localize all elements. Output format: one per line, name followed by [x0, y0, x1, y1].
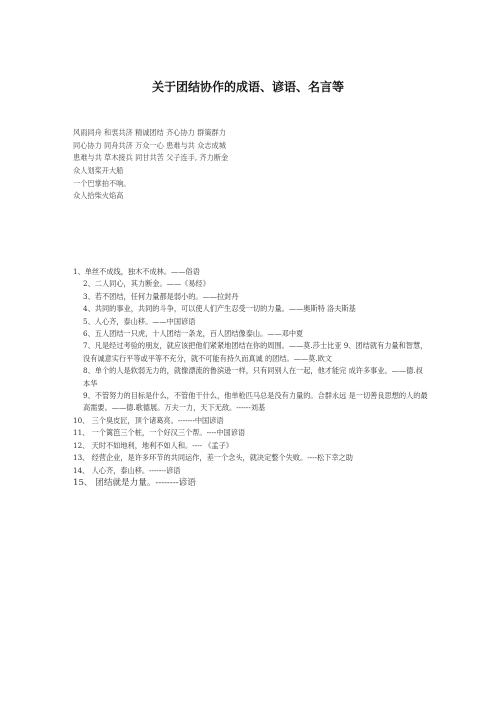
idiom-line: 患难与共 草木接兵 同甘共苦 父子连手, 齐力断金: [73, 153, 229, 163]
idiom-line: 众人拾柴火焰高: [73, 191, 124, 201]
quote-item: 7、凡是经过考验的朋友，就应该把他们紧紧地团结在你的周围。——莫.莎士比亚 9、团结就有力量和智慧，没有诚意实行平等或平等不充分，就不可能有持久而真诚 的团结。——莫.欧文: [83, 341, 428, 363]
idiom-line: 风雨同舟 和衷共济 精诚团结 齐心协力 群策群力: [73, 128, 226, 137]
quote-item: 14、 人心齐，泰山移。-------谚语: [73, 465, 181, 475]
idiom-line: 同心协力 同舟共济 万众一心 患难与共 众志成城: [73, 140, 226, 150]
quote-item: 6、五人团结一只虎，十人团结一条龙，百人团结像泰山。——邓中夏: [83, 329, 304, 339]
quote-item: 5、人心齐，泰山移。——中国谚语: [83, 316, 196, 326]
quote-item: 13、 经营企业，是许多环节的共同运作，差一个念头，就决定整个失败。----松下幸之助: [73, 453, 353, 463]
page-title: 关于团结协作的成语、谚语、名言等: [151, 80, 344, 94]
idiom-list: [73, 127, 228, 203]
quote-item: 11、 一个篱笆三个桩，一个好汉三个帮。----中国谚语: [73, 428, 246, 438]
quote-item: 15、 团结就是力量。--------谚语: [73, 477, 196, 488]
quote-item: 1、单丝不成线，独木不成林。——俗语: [73, 267, 200, 276]
quote-item: 12、 天时不如地利，地利不如人和。---- 《孟子》: [73, 440, 233, 450]
idiom-line: 众人划桨开大船: [73, 166, 124, 176]
quote-item: 2、二人同心，其力断金。——《易经》: [83, 279, 210, 289]
quote-item: 4、共同的事业，共同的斗争，可以使人们产生忍受一切的力量。——奥斯特 洛夫斯基: [83, 304, 356, 314]
quote-list: [73, 266, 428, 490]
quote-item: 9、不管努力的目标是什么，不管他干什么，他单枪匹马总是没有力量的。合群永远 是一切善良思想的人的最高需要。——德.歌德展。万夫一力，天下无敌。------刘基: [83, 391, 428, 413]
idiom-line: 一个巴掌拍不响。: [73, 178, 131, 188]
quote-item: 3、若不团结，任何力量都是弱小的。——拉封丹: [83, 291, 239, 301]
quote-item: 10、 三个臭皮匠，顶个诸葛亮。-------中国谚语: [73, 415, 224, 425]
quote-item: 8、单个的人是软弱无力的，就像漂流的鲁滨逊一样，只有同别人在一起，他才能完 成许多事业。——德.叔本华: [83, 366, 423, 388]
